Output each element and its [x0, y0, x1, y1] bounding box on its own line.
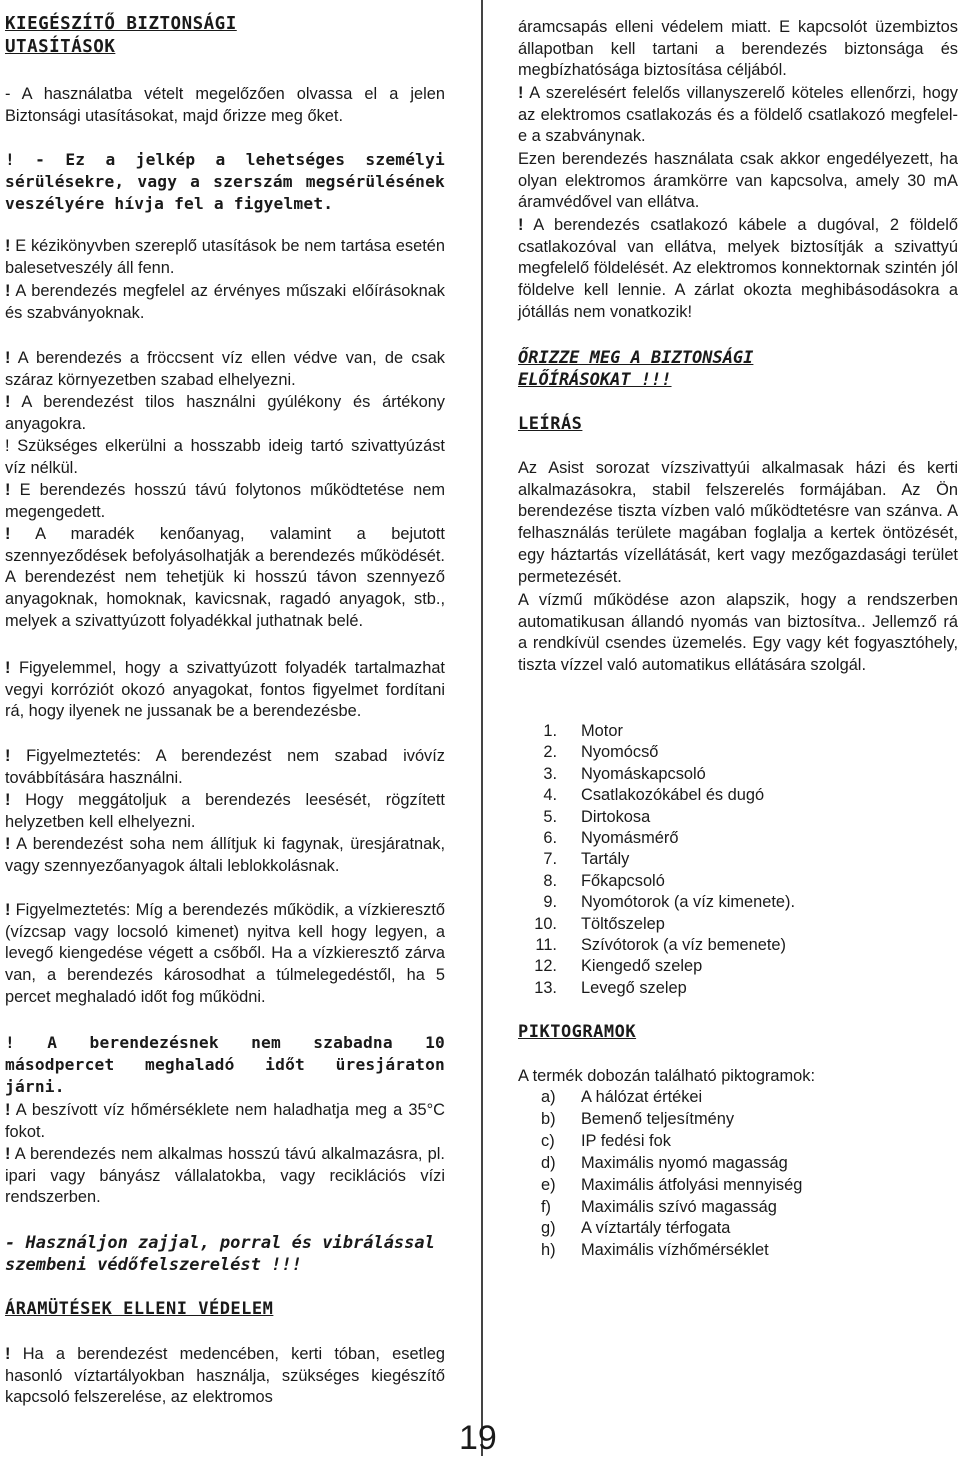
keep-line1: ŐRIZZE MEG A BIZTONSÁGI: [518, 348, 754, 368]
handbook-text: E kézikönyvben szereplő utasítások be nem tartása esetén balesetveszély áll fenn.: [5, 237, 445, 277]
pictograms-intro: A termék dobozán található piktogramok:: [518, 1067, 816, 1085]
pictogram-item: [518, 1131, 802, 1153]
part-item-label: Kiengedő szelep: [581, 957, 703, 976]
part-item-number: 2.: [543, 743, 557, 762]
pictogram-item-number: g): [541, 1219, 556, 1238]
part-item: [518, 935, 795, 956]
fixed-position-warning: [5, 790, 445, 833]
warning-mark: !: [5, 1101, 11, 1119]
standards-note: [5, 281, 445, 324]
continuous-text: E berendezés hosszú távú folytonos működtetése nem megengedett.: [5, 481, 445, 521]
pictogram-item: [518, 1197, 802, 1219]
warning-mark: !: [5, 481, 11, 499]
keep-instructions-heading: [518, 347, 958, 391]
part-item-number: 5.: [543, 807, 557, 826]
outlet-warning: [5, 900, 445, 1009]
part-item-label: Csatlakozókábel és dugó: [581, 786, 765, 805]
rcd-note: Ezen berendezés használata csak akkor engedélyezett, ha olyan elektromos áramkörre van kapcsolva, amely 30 mA áramvédővel van ellátva.: [518, 150, 958, 212]
column-divider: [481, 0, 483, 1456]
part-item-number: 11.: [535, 936, 557, 955]
parts-list: [518, 721, 795, 999]
pool-continued: áramcsapás elleni védelem miatt. E kapcsolót üzembiztos állapotban kell tartani a berendezés biztonsága és megbízhatósága biztosítása céljából.: [518, 18, 958, 80]
pictogram-item-number: d): [541, 1153, 556, 1172]
part-item-number: 9.: [543, 893, 557, 912]
part-item-number: 12.: [534, 957, 557, 976]
part-item-label: Nyomótorok (a víz kimenete).: [581, 893, 796, 912]
outlet-text: Figyelmeztetés: Míg a berendezés működik, a vízkieresztő (vízcsap vagy locsoló kimenet) nyitva kell hogy legyen, a levegő kiengedése végett a csőből. Ha a vízkieresztő zárva van, a berendezés károsodhat a túlmelegedéstől, ha 5 percet meghaladó időt fog működni.: [5, 901, 445, 1006]
lubricant-warning: [5, 524, 445, 633]
part-item-number: 8.: [543, 871, 557, 890]
part-item: [518, 721, 795, 742]
drinking-water-text: Figyelmeztetés: A berendezést nem szabad ivóvíz továbbítására használni.: [5, 747, 446, 787]
warning-mark: !: [5, 1033, 15, 1052]
part-item-label: Levegő szelep: [581, 978, 687, 997]
warning-mark: !: [5, 835, 11, 853]
pictogram-item-number: b): [541, 1109, 556, 1128]
part-item-label: Dirtokosa: [581, 807, 651, 826]
pictogram-item: [518, 1240, 802, 1262]
description-paragraph-1: Az Asist sorozat vízszivattyúi alkalmasak házi és kerti alkalmazásokra, stabil felszerelés formájában. Az Ön berendezése tiszta vízben való működtetésre van szánva. A felhasználás területe magában foglalja a kertek öntözését, egy háztartás vízellátását, kert vagy mezőgazdasági terület permetezését.: [518, 459, 958, 586]
part-item-number: 10.: [534, 914, 557, 933]
part-item-label: Főkapcsoló: [581, 871, 665, 890]
warning-mark: !: [5, 659, 11, 677]
safety-title-line2: UTASÍTÁSOK: [5, 37, 116, 57]
part-item: [518, 978, 795, 999]
temperature-warning: [5, 1100, 445, 1143]
pictogram-item: [518, 1218, 802, 1240]
industrial-warning: [5, 1144, 445, 1209]
part-item-number: 4.: [543, 786, 557, 805]
splash-note: [5, 348, 445, 391]
standards-text: A berendezés megfelel az érvényes műszaki előírásoknak és szabványoknak.: [5, 282, 446, 322]
pictograms-heading: PIKTOGRAMOK: [518, 1022, 637, 1042]
pictogram-item-label: A hálózat értékei: [581, 1088, 703, 1106]
dryrun-warning: [5, 436, 445, 479]
part-item: [518, 828, 795, 849]
part-item-label: Motor: [581, 722, 623, 740]
handbook-warning: [5, 236, 445, 279]
part-item: [518, 892, 795, 913]
electrician-note: [518, 83, 958, 148]
pictogram-item-label: Maximális átfolyási mennyiség: [581, 1175, 803, 1194]
part-item-number: 6.: [543, 829, 557, 848]
electrician-text: A szerelésért felelős villanyszerelő köteles ellenőrzi, hogy az elektromos csatlakozás és a földelő csatlakozó megfelel-e a szabványnak.: [518, 84, 958, 146]
cable-note: [518, 215, 958, 324]
part-item-label: Töltőszelep: [581, 914, 665, 933]
part-item: [518, 956, 795, 977]
part-item: [518, 871, 795, 892]
chemicals-text: Figyelemmel, hogy a szivattyúzott folyadék tartalmazhat vegyi korróziót okozó anyagokat, fontos figyelmet fordítani rá, hogy ilyenek ne jussanak be a berendezésbe.: [5, 659, 445, 721]
pictogram-item-label: A víztartály térfogata: [581, 1219, 731, 1238]
part-item-label: Nyomócső: [581, 743, 659, 762]
page-number: 19: [459, 1419, 497, 1457]
continuous-warning: [5, 480, 445, 523]
pictogram-item: [518, 1175, 802, 1197]
shock-protection-heading: ÁRAMÜTÉSEK ELLENI VÉDELEM: [5, 1299, 274, 1319]
fixed-position-text: Hogy meggátoljuk a berendezés leesését, rögzített helyzetben kell elhelyezni.: [5, 791, 445, 831]
description-heading: LEÍRÁS: [518, 414, 583, 434]
pool-paragraph: [5, 1344, 445, 1409]
pictogram-item-number: f): [541, 1197, 552, 1216]
pictogram-item-number: a): [541, 1088, 556, 1106]
part-item: [518, 742, 795, 763]
pictogram-item-label: Bemenő teljesítmény: [581, 1109, 735, 1128]
temperature-text: A beszívott víz hőmérséklete nem haladhatja meg a 35°C fokot.: [5, 1101, 445, 1141]
lubricant-text: A maradék kenőanyag, valamint a bejutott szennyeződések befolyásolhatják a berendezés működését. A berendezést nem tehetjük ki hosszú távon szennyező anyagoknak, homoknak, kavicsnak, ragadó anyagok, stb., melyek a szivattyúzott folyadékkal juthatnak belé.: [5, 525, 445, 630]
pictogram-item: [518, 1087, 802, 1109]
warning-mark: !: [5, 1345, 11, 1363]
idle-warning: [5, 1032, 445, 1098]
warning-mark: !: [5, 1145, 11, 1163]
frost-text: A berendezést soha nem állítjuk ki fagynak, üresjáratnak, vagy szennyezőanyagok általi leblokkolásnak.: [5, 835, 445, 875]
dryrun-text: Szükséges elkerülni a hosszabb ideig tartó szivattyúzást víz nélkül.: [5, 437, 445, 477]
flammable-text: A berendezést tilos használni gyúlékony és ártékony anyagokra.: [5, 393, 445, 433]
pictograms-list: [518, 1087, 802, 1262]
part-item-number: 13.: [534, 978, 557, 997]
warning-mark: !: [5, 747, 11, 765]
symbol-warning: ! - Ez a jelkép a lehetséges személyi sérülésekre, vagy a szerszám megsérülésének veszélyére hívja fel a figyelmet.: [5, 150, 445, 213]
frost-warning: [5, 834, 445, 877]
part-item-number: 1.: [543, 722, 557, 740]
pictogram-item-label: Maximális szívó magasság: [581, 1197, 777, 1216]
warning-mark: !: [5, 791, 11, 809]
pictogram-item: [518, 1153, 802, 1175]
pictogram-item-number: e): [541, 1175, 556, 1194]
part-item-label: Nyomáskapcsoló: [581, 764, 706, 783]
warning-mark: !: [5, 437, 10, 455]
safety-title: [5, 13, 445, 59]
part-item-number: 3.: [543, 764, 557, 783]
part-item-number: 7.: [543, 850, 557, 869]
part-item: [518, 764, 795, 785]
part-item-label: Tartály: [581, 850, 630, 869]
warning-mark: !: [5, 393, 11, 411]
pool-text: Ha a berendezést medencében, kerti tóban, esetleg hasonló víztartályokban használja, szükséges kiegészítő kapcsoló felszerelése, az elektromos: [5, 1345, 445, 1407]
warning-mark: !: [5, 525, 11, 543]
pictogram-item-label: Maximális nyomó magasság: [581, 1153, 788, 1172]
splash-text: A berendezés a fröccsent víz ellen védve van, de csak száraz környezetben szabad elhelyezni.: [5, 349, 446, 389]
part-item: [518, 785, 795, 806]
pictogram-item-label: Maximális vízhőmérséklet: [581, 1241, 769, 1260]
part-item-label: Nyomásmérő: [581, 829, 679, 848]
pictogram-item: [518, 1109, 802, 1131]
description-paragraph-2: A vízmű működése azon alapszik, hogy a rendszerben automatikusan állandó nyomás van biztosítva.. Jellemző rá a rendkívül csendes üzemelés. Egy vagy két fogyasztóhely, tiszta vízzel való automatikus ellátására szolgál.: [518, 591, 958, 675]
pictogram-item-number: h): [541, 1241, 556, 1260]
flammable-warning: [5, 392, 445, 435]
part-item: [518, 807, 795, 828]
idle-text: A berendezésnek nem szabadna 10 másodpercet meghaladó időt üresjáraton járni.: [5, 1033, 445, 1096]
warning-mark: !: [518, 84, 524, 102]
drinking-water-warning: [5, 746, 445, 789]
warning-mark: !: [5, 237, 11, 255]
cable-text: A berendezés csatlakozó kábele a dugóval, 2 földelő csatlakozóval van ellátva, melyek biztosítják a szivattyú megfelelő földelését. Az elektromos konnektornak szintén jól földelve kell lennie. A zárlat okozta meghibásodásokra a jótállás nem vonatkozik!: [518, 216, 958, 321]
warning-mark: !: [5, 282, 11, 300]
pictogram-item-label: IP fedési fok: [581, 1131, 671, 1150]
part-item: [518, 849, 795, 870]
part-item-label: Szívótorok (a víz bemenete): [581, 936, 786, 955]
protective-gear-slogan: - Használjon zajjal, porral és vibrálással szembeni védőfelszerelést !!!: [5, 1233, 435, 1275]
chemicals-warning: [5, 658, 445, 723]
warning-mark: !: [5, 901, 11, 919]
warning-mark: !: [5, 349, 11, 367]
keep-line2: ELŐÍRÁSOKAT !!!: [518, 370, 672, 390]
warning-mark: !: [518, 216, 524, 234]
safety-title-line1: KIEGÉSZÍTŐ BIZTONSÁGI: [5, 14, 237, 34]
industrial-text: A berendezés nem alkalmas hosszú távú alkalmazásra, pl. ipari vagy bányász vállalatokba, vagy reciklációs vízi rendszerben.: [5, 1145, 445, 1207]
pictogram-item-number: c): [541, 1131, 555, 1150]
intro-paragraph: - A használatba vételt megelőzően olvassa el a jelen Biztonsági utasításokat, majd őrizze meg őket.: [5, 85, 445, 125]
part-item: [518, 914, 795, 935]
